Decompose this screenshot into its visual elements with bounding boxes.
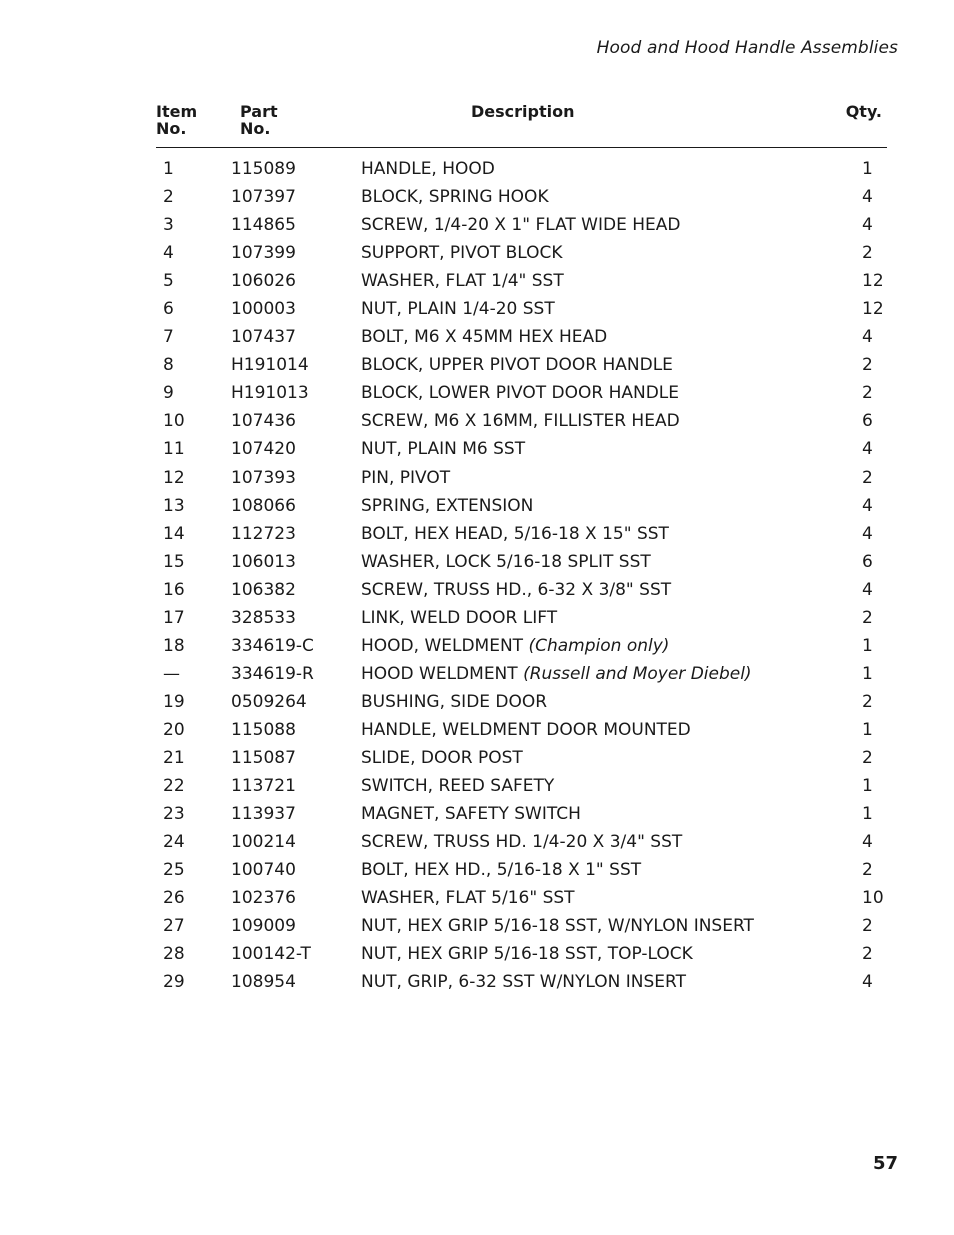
item-number: 2	[163, 187, 174, 208]
item-number: —	[163, 663, 180, 684]
part-description	[361, 407, 680, 435]
part-number: 100142-T	[231, 944, 311, 965]
part-number: 115087	[231, 747, 296, 768]
part-description	[361, 688, 547, 716]
item-number: 14	[163, 523, 185, 544]
description-text: HOOD, WELDMENT	[361, 635, 529, 656]
item-number: 9	[163, 383, 174, 404]
part-description	[361, 772, 554, 800]
quantity: 1	[862, 663, 873, 684]
part-number: 115088	[231, 719, 296, 740]
description-text: BLOCK, UPPER PIVOT DOOR HANDLE	[361, 355, 673, 376]
part-description	[361, 632, 669, 660]
quantity: 2	[862, 916, 873, 937]
table-row	[0, 856, 954, 884]
item-number: 8	[163, 355, 174, 376]
quantity: 4	[862, 579, 873, 600]
part-number: 106013	[231, 551, 296, 572]
item-number: 21	[163, 747, 185, 768]
item-number: 10	[163, 411, 185, 432]
table-row	[0, 211, 954, 239]
part-number: 106026	[231, 271, 296, 292]
table-row	[0, 295, 954, 323]
table-row	[0, 548, 954, 576]
description-text: HANDLE, HOOD	[361, 159, 495, 179]
part-description	[361, 239, 563, 267]
table-row	[0, 323, 954, 351]
quantity: 2	[862, 383, 873, 404]
part-description	[361, 716, 691, 744]
part-number: 328533	[231, 607, 296, 628]
table-row	[0, 884, 954, 912]
part-number: 100214	[231, 832, 296, 853]
item-number: 24	[163, 832, 185, 853]
part-description	[361, 492, 533, 520]
item-number: 19	[163, 691, 185, 712]
part-number: 107399	[231, 243, 296, 264]
part-description	[361, 520, 669, 548]
part-number: 113721	[231, 776, 296, 797]
quantity: 2	[862, 691, 873, 712]
item-number: 28	[163, 944, 185, 965]
part-number: 102376	[231, 888, 296, 909]
page-number: 57	[872, 1153, 898, 1174]
part-description	[361, 744, 523, 772]
description-text: BUSHING, SIDE DOOR	[361, 691, 548, 712]
item-number: 27	[163, 916, 185, 937]
part-description	[361, 351, 673, 379]
part-number: 107436	[231, 411, 296, 432]
part-description	[361, 800, 581, 828]
quantity: 10	[862, 888, 884, 909]
table-row	[0, 379, 954, 407]
quantity: 4	[862, 972, 873, 993]
quantity: 1	[862, 776, 873, 797]
part-description	[361, 884, 575, 912]
table-row	[0, 772, 954, 800]
table-row	[0, 604, 954, 632]
table-row	[0, 576, 954, 604]
table-row	[0, 716, 954, 744]
item-number: 25	[163, 860, 185, 881]
parts-table	[0, 155, 954, 996]
quantity: 4	[862, 523, 873, 544]
part-number: 114865	[231, 215, 296, 236]
part-number: 107437	[231, 327, 296, 348]
part-description	[361, 211, 681, 239]
description-text: MAGNET, SAFETY SWITCH	[361, 804, 581, 825]
part-number: 334619-C	[231, 635, 314, 656]
table-row	[0, 267, 954, 295]
part-number: 107393	[231, 467, 296, 488]
header-divider	[156, 147, 887, 148]
description-text: NUT, PLAIN 1/4-20 SST	[361, 299, 555, 320]
part-number: H191014	[231, 355, 309, 376]
description-text: WASHER, FLAT 5/16" SST	[361, 888, 575, 909]
part-number: 115089	[231, 159, 296, 179]
quantity: 1	[862, 804, 873, 825]
part-description	[361, 660, 752, 688]
item-number: 6	[163, 299, 174, 320]
description-text: BLOCK, LOWER PIVOT DOOR HANDLE	[361, 383, 680, 404]
description-text: WASHER, LOCK 5/16-18 SPLIT SST	[361, 551, 651, 572]
part-description	[361, 183, 549, 211]
item-number: 18	[163, 635, 185, 656]
column-header-item-line2: No.	[156, 119, 187, 138]
quantity: 2	[862, 355, 873, 376]
description-text: BLOCK, SPRING HOOK	[361, 187, 549, 208]
running-header: Hood and Hood Handle Assemblies	[596, 38, 898, 58]
item-number: 1	[163, 159, 174, 179]
item-number: 16	[163, 579, 185, 600]
item-number: 20	[163, 719, 185, 740]
table-row	[0, 435, 954, 463]
quantity: 2	[862, 944, 873, 965]
table-row	[0, 828, 954, 856]
part-number: 100003	[231, 299, 296, 320]
table-row	[0, 155, 954, 183]
description-text: LINK, WELD DOOR LIFT	[361, 607, 558, 628]
table-row	[0, 968, 954, 996]
quantity: 6	[862, 551, 873, 572]
quantity: 1	[862, 635, 873, 656]
item-number: 15	[163, 551, 185, 572]
column-header-part-line2: No.	[240, 119, 271, 138]
part-description	[361, 828, 682, 856]
description-text: SLIDE, DOOR POST	[361, 747, 523, 768]
quantity: 4	[862, 327, 873, 348]
table-row	[0, 351, 954, 379]
part-description	[361, 856, 641, 884]
description-text: NUT, PLAIN M6 SST	[361, 439, 526, 460]
quantity: 4	[862, 439, 873, 460]
quantity: 1	[862, 159, 873, 179]
part-description	[361, 267, 564, 295]
item-number: 23	[163, 804, 185, 825]
part-number: 113937	[231, 804, 296, 825]
description-text: PIN, PIVOT	[361, 467, 451, 488]
column-header-item-line1: Item	[156, 102, 198, 121]
description-text: BOLT, M6 X 45MM HEX HEAD	[361, 327, 608, 348]
part-number: 106382	[231, 579, 296, 600]
table-row	[0, 632, 954, 660]
part-description	[361, 379, 679, 407]
part-number: 334619-R	[231, 663, 314, 684]
quantity: 2	[862, 467, 873, 488]
part-description	[361, 940, 693, 968]
description-text: BOLT, HEX HEAD, 5/16-18 X 15" SST	[361, 523, 669, 544]
description-note: (Champion only)	[528, 635, 670, 656]
item-number: 11	[163, 439, 185, 460]
part-description	[361, 155, 495, 183]
quantity: 4	[862, 495, 873, 516]
description-text: NUT, GRIP, 6-32 SST W/NYLON INSERT	[361, 972, 686, 993]
part-description	[361, 604, 557, 632]
item-number: 29	[163, 972, 185, 993]
item-number: 22	[163, 776, 185, 797]
part-number: 112723	[231, 523, 296, 544]
part-number: 107397	[231, 187, 296, 208]
quantity: 2	[862, 860, 873, 881]
description-text: BOLT, HEX HD., 5/16-18 X 1" SST	[361, 860, 642, 881]
item-number: 3	[163, 215, 174, 236]
table-row	[0, 744, 954, 772]
part-number: 108954	[231, 972, 296, 993]
part-description	[361, 464, 450, 492]
part-description	[361, 435, 525, 463]
part-number: 0509264	[231, 691, 307, 712]
table-row	[0, 940, 954, 968]
table-row	[0, 520, 954, 548]
description-text: SCREW, M6 X 16MM, FILLISTER HEAD	[361, 411, 680, 432]
quantity: 2	[862, 243, 873, 264]
quantity: 12	[862, 299, 884, 320]
quantity: 6	[862, 411, 873, 432]
part-description	[361, 968, 686, 996]
table-row	[0, 912, 954, 940]
part-description	[361, 295, 555, 323]
part-number: 108066	[231, 495, 296, 516]
column-header-qty: Qty.	[845, 102, 882, 121]
table-row	[0, 464, 954, 492]
description-text: SWITCH, REED SAFETY	[361, 776, 555, 797]
quantity: 12	[862, 271, 884, 292]
description-text: SCREW, 1/4-20 X 1" FLAT WIDE HEAD	[361, 215, 681, 236]
description-text: SPRING, EXTENSION	[361, 495, 534, 516]
table-row	[0, 688, 954, 716]
item-number: 13	[163, 495, 185, 516]
table-row	[0, 407, 954, 435]
quantity: 4	[862, 832, 873, 853]
description-text: SCREW, TRUSS HD., 6-32 X 3/8" SST	[361, 579, 672, 600]
table-row	[0, 183, 954, 211]
table-row	[0, 660, 954, 688]
column-header-description: Description	[471, 102, 575, 121]
description-text: NUT, HEX GRIP 5/16-18 SST, W/NYLON INSERT	[361, 916, 754, 937]
quantity: 2	[862, 607, 873, 628]
item-number: 17	[163, 607, 185, 628]
part-number: 107420	[231, 439, 296, 460]
column-header-part-no	[240, 103, 278, 137]
quantity: 4	[862, 187, 873, 208]
column-header-part-line1: Part	[240, 102, 278, 121]
item-number: 26	[163, 888, 185, 909]
item-number: 12	[163, 467, 185, 488]
part-description	[361, 576, 671, 604]
table-row	[0, 800, 954, 828]
table-row	[0, 239, 954, 267]
part-description	[361, 323, 607, 351]
description-text: NUT, HEX GRIP 5/16-18 SST, TOP-LOCK	[361, 944, 693, 965]
description-note: (Russell and Moyer Diebel)	[523, 663, 752, 684]
part-number: H191013	[231, 383, 309, 404]
part-number: 100740	[231, 860, 296, 881]
description-text: SCREW, TRUSS HD. 1/4-20 X 3/4" SST	[361, 832, 683, 853]
description-text: HOOD WELDMENT	[361, 663, 524, 684]
item-number: 5	[163, 271, 174, 292]
column-header-item-no	[156, 103, 197, 137]
description-text: SUPPORT, PIVOT BLOCK	[361, 243, 563, 264]
description-text: HANDLE, WELDMENT DOOR MOUNTED	[361, 719, 691, 740]
part-description	[361, 548, 651, 576]
part-description	[361, 912, 754, 940]
quantity: 1	[862, 719, 873, 740]
item-number: 4	[163, 243, 174, 264]
quantity: 4	[862, 215, 873, 236]
table-row	[0, 492, 954, 520]
quantity: 2	[862, 747, 873, 768]
description-text: WASHER, FLAT 1/4" SST	[361, 271, 564, 292]
item-number: 7	[163, 327, 174, 348]
part-number: 109009	[231, 916, 296, 937]
